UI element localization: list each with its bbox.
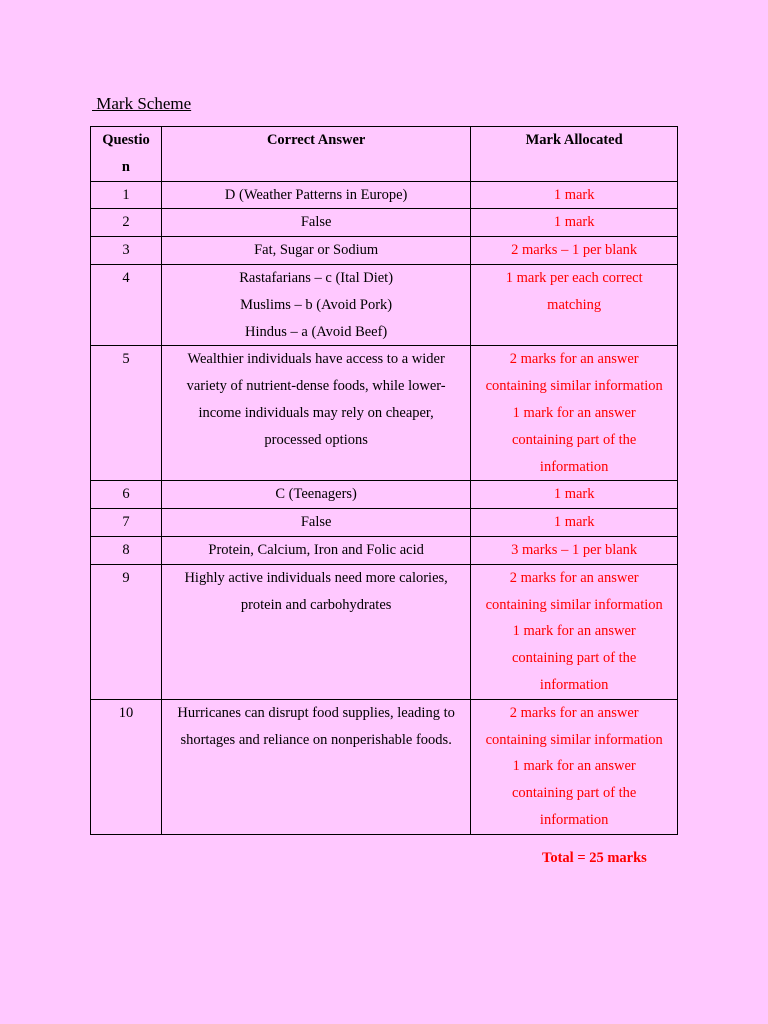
mark-line: containing part of the (511, 431, 637, 448)
correct-answer (161, 699, 470, 834)
mark-allocated (471, 209, 678, 237)
table-row (91, 237, 678, 265)
answer-line: C (Teenagers) (275, 486, 357, 503)
table-row (91, 699, 678, 834)
mark-line: containing part of the (511, 785, 637, 802)
mark-allocated (471, 237, 678, 265)
answer-line: False (300, 214, 332, 231)
table-row (91, 264, 678, 345)
answer-line: D (Weather Patterns in Europe) (224, 186, 408, 203)
answer-line: Wealthier individuals have access to a wider (187, 351, 445, 368)
correct-answer (161, 481, 470, 509)
mark-line: information (539, 676, 609, 693)
mark-line: containing similar information (485, 378, 663, 395)
answer-line: income individuals may rely on cheaper, (198, 404, 434, 421)
answer-line: Protein, Calcium, Iron and Folic acid (208, 541, 424, 558)
correct-answer (161, 209, 470, 237)
table-body (91, 181, 678, 834)
answer-line: Muslims – b (Avoid Pork) (240, 296, 393, 313)
mark-line: 2 marks for an answer (509, 569, 639, 586)
question-number: 4 (91, 264, 162, 345)
correct-answer (161, 509, 470, 537)
mark-line: containing similar information (485, 731, 663, 748)
mark-line: 1 mark for an answer (512, 404, 636, 421)
mark-line: 1 mark for an answer (512, 623, 636, 640)
mark-line: 1 mark (553, 186, 595, 203)
question-number: 1 (91, 181, 162, 209)
table-row (91, 564, 678, 699)
answer-line: False (300, 514, 332, 531)
page-title: Mark Scheme (92, 94, 192, 113)
question-number: 6 (91, 481, 162, 509)
mark-line: information (539, 811, 609, 828)
correct-answer (161, 237, 470, 265)
table-row (91, 209, 678, 237)
mark-line: containing part of the (511, 650, 637, 667)
correct-answer (161, 264, 470, 345)
correct-answer (161, 181, 470, 209)
question-number: 2 (91, 209, 162, 237)
answer-line: Rastafarians – c (Ital Diet) (239, 269, 394, 286)
mark-allocated (471, 699, 678, 834)
mark-line: 2 marks for an answer (509, 704, 639, 721)
answer-line: Fat, Sugar or Sodium (254, 242, 379, 259)
mark-allocated (471, 536, 678, 564)
column-header-question (91, 127, 162, 182)
total-marks: Total = 25 marks (542, 850, 647, 866)
mark-allocated (471, 264, 678, 345)
answer-line: Hurricanes can disrupt food supplies, leading to (177, 704, 455, 721)
mark-line: 2 marks – 1 per blank (511, 242, 638, 259)
table-row (91, 536, 678, 564)
table-row (91, 509, 678, 537)
mark-allocated (471, 509, 678, 537)
question-number: 5 (91, 346, 162, 481)
mark-scheme-table (90, 126, 678, 835)
question-number: 7 (91, 509, 162, 537)
table-row (91, 481, 678, 509)
column-header-question-line: n (121, 158, 130, 175)
mark-line: 2 marks for an answer (509, 351, 639, 368)
mark-allocated (471, 481, 678, 509)
correct-answer (161, 346, 470, 481)
correct-answer (161, 564, 470, 699)
correct-answer (161, 536, 470, 564)
mark-line: 1 mark per each correct (505, 269, 643, 286)
mark-allocated (471, 346, 678, 481)
column-header-marks: Mark Allocated (471, 127, 678, 182)
mark-line: containing similar information (485, 596, 663, 613)
mark-line: 1 mark (553, 514, 595, 531)
answer-line: protein and carbohydrates (240, 596, 392, 613)
question-number: 10 (91, 699, 162, 834)
mark-line: 3 marks – 1 per blank (511, 541, 638, 558)
table-row (91, 181, 678, 209)
answer-line: Hindus – a (Avoid Beef) (244, 323, 388, 340)
answer-line: shortages and reliance on nonperishable foods. (180, 731, 452, 748)
column-header-answer: Correct Answer (161, 127, 470, 182)
answer-line: variety of nutrient-dense foods, while lower- (186, 378, 446, 395)
mark-line: matching (547, 296, 602, 313)
answer-line: processed options (264, 431, 368, 448)
question-number: 9 (91, 564, 162, 699)
answer-line: Highly active individuals need more calories, (184, 569, 448, 586)
mark-line: 1 mark (553, 214, 595, 231)
mark-line: information (539, 458, 609, 475)
mark-allocated (471, 564, 678, 699)
mark-line: 1 mark (553, 486, 595, 503)
question-number: 8 (91, 536, 162, 564)
mark-allocated (471, 181, 678, 209)
table-header-row (91, 127, 678, 182)
table-row (91, 346, 678, 481)
column-header-question-line: Questio (102, 132, 150, 148)
question-number: 3 (91, 237, 162, 265)
mark-line: 1 mark for an answer (512, 758, 636, 775)
